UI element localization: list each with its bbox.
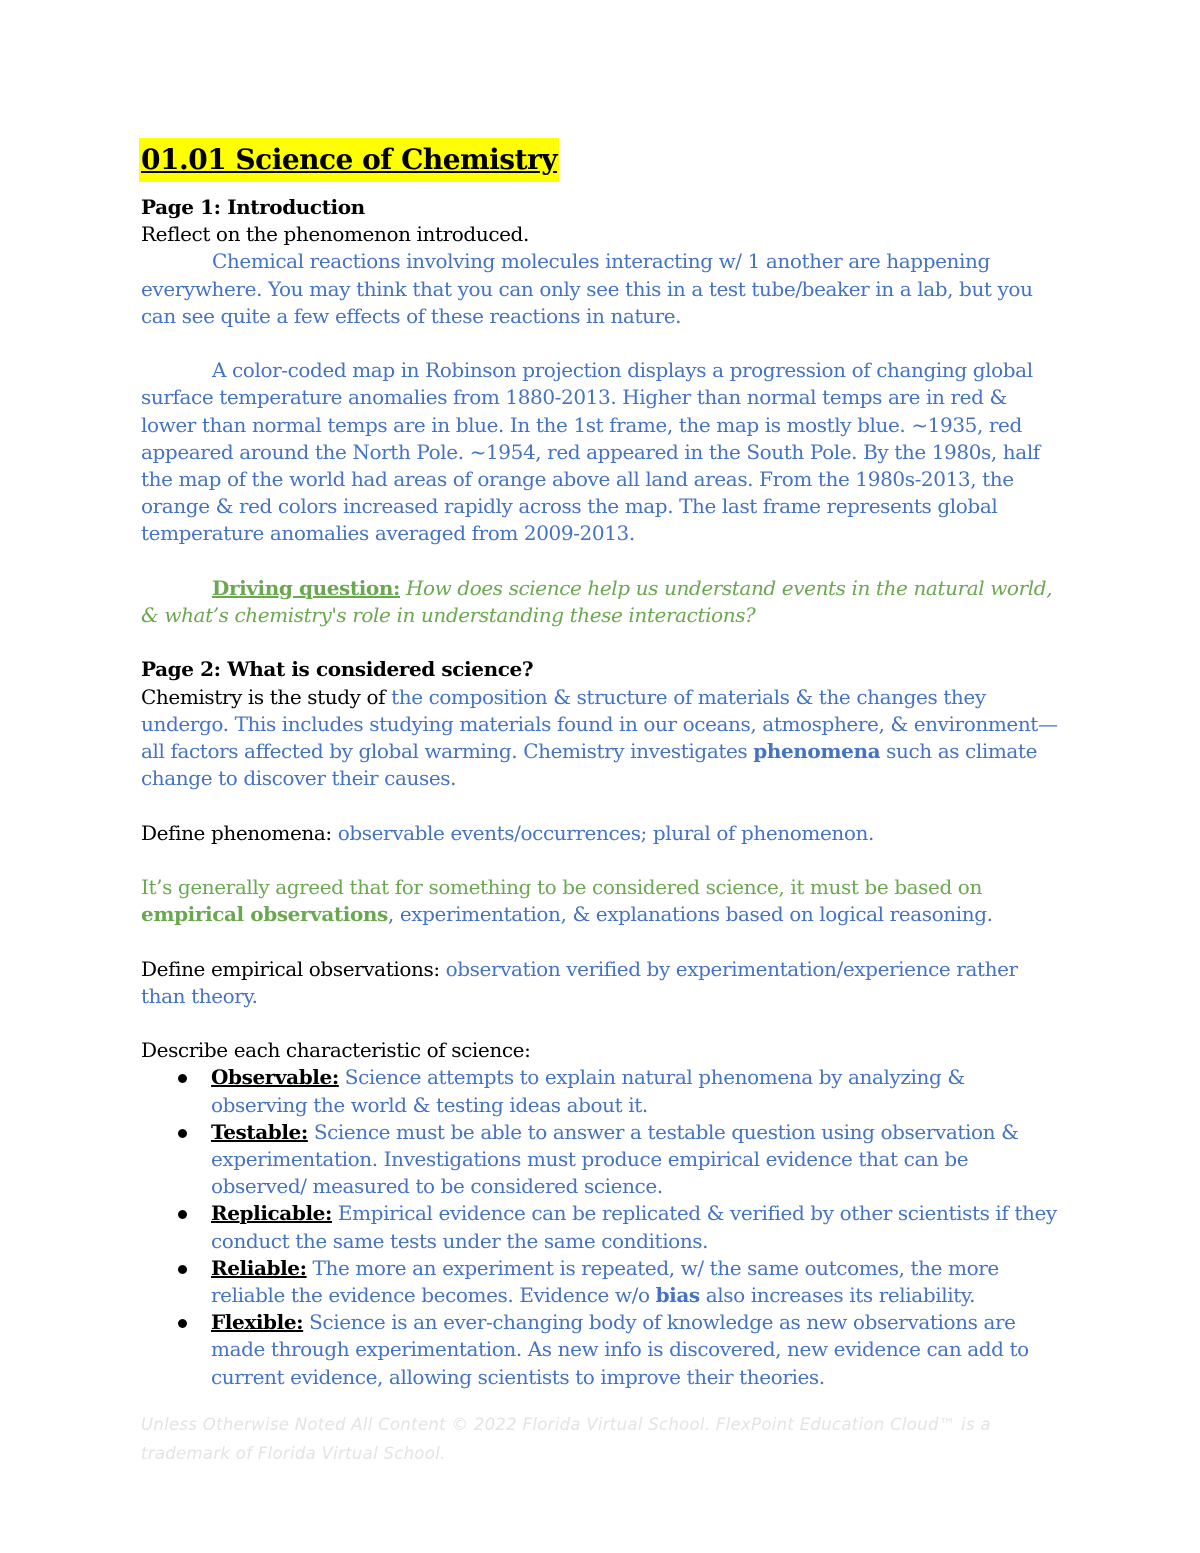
bullet-icon: [178, 1210, 187, 1219]
chemistry-intro: Chemistry is the study of: [141, 684, 392, 709]
characteristic-term: Flexible:: [211, 1310, 304, 1335]
chemistry-answer-a: the composition & structure of materials & the changes they undergo. This includes studying materials found in our oceans, atmosphere, & environment—all factors affected by global warming. Chemistry investigates: [141, 684, 1058, 764]
define-empirical-label: Define empirical observations:: [141, 956, 446, 981]
define-empirical-answer: observation verified by experimentation/experience rather than theory.: [141, 956, 1018, 1008]
driving-question: [141, 575, 1061, 629]
define-phenomena-answer: observable events/occurrences; plural of phenomenon.: [337, 820, 874, 845]
characteristic-answer: Science must be able to answer a testable question using observation & experimentation. Investigations must produce empirical evidence that can be observed/ measured to be considered science.: [211, 1119, 1019, 1199]
document-page: [141, 138, 1061, 1391]
copyright-footer: Unless Otherwise Noted All Content © 2022 Florida Virtual School. FlexPoint Education Cloud™ is a trademark of Florida Virtual School.: [141, 1415, 991, 1463]
characteristic-answer: The more an experiment is repeated, w/ the same outcomes, the more reliable the evidence becomes. Evidence w/o: [211, 1255, 999, 1308]
characteristic-answer: Science attempts to explain natural phenomena by analyzing & observing the world & testing ideas about it.: [211, 1065, 965, 1117]
page1-para1: Chemical reactions involving molecules interacting w/ 1 another are happening everywhere. You may think that you can only see this in a test tube/beaker in a lab, but you can see quite a few effects of these reactions in nature.: [141, 249, 1033, 328]
characteristic-term: Testable:: [211, 1119, 308, 1144]
characteristic-term: Replicable:: [211, 1201, 332, 1226]
science-agreement-a: It’s generally agreed that for something to be considered science, it must be based on: [141, 875, 982, 899]
list-item: [141, 1200, 1061, 1254]
list-item: [141, 1255, 1061, 1309]
empirical-observations-term: empirical observations: [141, 902, 388, 927]
page1-heading: Page 1: Introduction: [141, 195, 365, 219]
list-item: [141, 1119, 1061, 1201]
bullet-icon: [178, 1129, 187, 1138]
bullet-icon: [178, 1265, 187, 1274]
science-agreement-b: , experimentation, & explanations based on logical reasoning.: [387, 902, 993, 927]
page1-prompt: Reflect on the phenomenon introduced.: [141, 222, 529, 247]
characteristics-list: [141, 1064, 1061, 1390]
characteristic-term: Observable:: [211, 1065, 339, 1090]
describe-prompt: Describe each characteristic of science:: [141, 1038, 531, 1063]
characteristic-answer-tail: also increases its reliability.: [699, 1283, 976, 1308]
chemistry-definition: [141, 684, 1061, 793]
bullet-icon: [178, 1319, 187, 1328]
phenomena-term: phenomena: [753, 739, 881, 764]
page-title: 01.01 Science of Chemistry: [139, 138, 559, 182]
driving-question-label: Driving question:: [212, 575, 400, 600]
bias-term: bias: [655, 1283, 700, 1308]
page1-para2: A color-coded map in Robinson projection displays a progression of changing global surface temperature anomalies from 1880-2013. Higher than normal temps are in red & lower than normal temps are in blue. In the 1st frame, the map is mostly blue. ~1935, red appeared around the North Pole. ~1954, red appeared in the South Pole. By the 1980s, half the map of the world had areas of orange above all land areas. From the 1980s-2013, the orange & red colors increased rapidly across the map. The last frame represents global temperature anomalies averaged from 2009-2013.: [141, 358, 1040, 546]
characteristic-term: Reliable:: [211, 1255, 307, 1280]
characteristic-answer: Science is an ever-changing body of knowledge as new observations are made through experimentation. As new info is discovered, new evidence can add to current evidence, allowing scientists to improve their theories.: [211, 1310, 1029, 1389]
define-phenomena-label: Define phenomena:: [141, 820, 338, 845]
science-agreement: [141, 874, 1061, 928]
define-empirical: [141, 956, 1061, 1010]
list-item: [141, 1309, 1061, 1391]
driving-question-text: How does science help us understand events in the natural world, & what’s chemistry's role in understanding these interactions?: [141, 575, 1053, 628]
define-phenomena: [141, 820, 1061, 847]
list-item: [141, 1064, 1061, 1118]
chemistry-answer-b: such as climate change to discover their causes.: [141, 739, 1037, 791]
page2-heading: Page 2: What is considered science?: [141, 657, 534, 682]
characteristic-answer: Empirical evidence can be replicated & verified by other scientists if they conduct the same tests under the same conditions.: [211, 1201, 1057, 1253]
bullet-icon: [178, 1074, 187, 1083]
